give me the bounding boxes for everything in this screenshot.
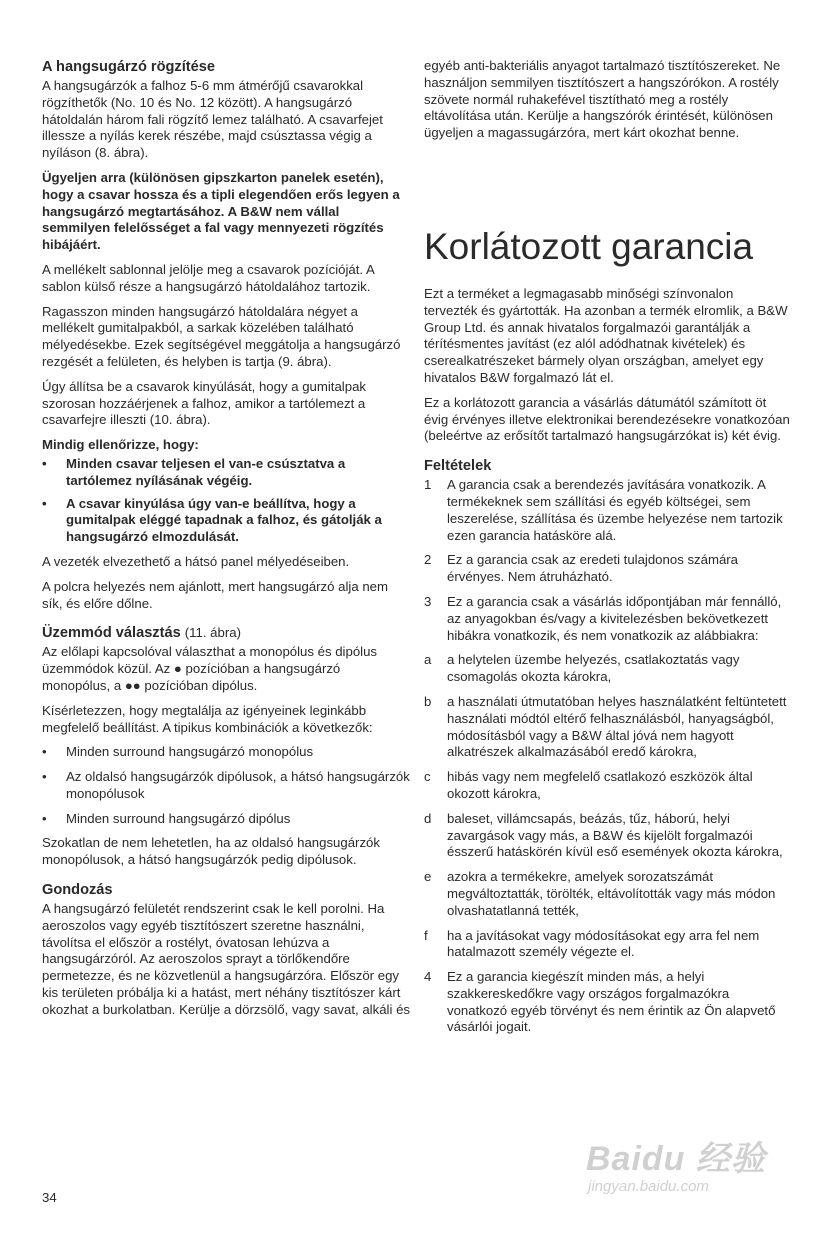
- list-item: [42, 496, 410, 546]
- terms-item: [424, 477, 790, 544]
- list-item: [42, 769, 410, 803]
- bullet-marker: •: [42, 810, 47, 826]
- terms-item-marker: e: [424, 869, 432, 885]
- check-list-title: Mindig ellenőrizze, hogy:: [42, 437, 199, 453]
- terms-item: [424, 652, 790, 686]
- mode-paragraph-3: Szokatlan de nem lehetetlen, ha az oldalsó hangsugárzók monopólusok, a hátsó hangsugárzók pedig dipólusok.: [42, 835, 380, 868]
- terms-item-text: Ez a garancia csak az eredeti tulajdonos számára érvényes. Nem átruházható.: [447, 552, 739, 585]
- page-number: 34: [42, 1190, 57, 1205]
- mode-title-ref: (11. ábra): [184, 625, 241, 641]
- mounting-warning: Ügyeljen arra (különösen gipszkarton panelek esetén), hogy a csavar hossza és a tipli elegendően erős legyen a hangsugárzó megtartásához. A B&W nem vállal semmilyen felelősséget a fal vagy mennyezeti rögzítés hibájáért.: [42, 169, 400, 253]
- terms-item-text: azokra a termékekre, amelyek sorozatszámát megváltoztatták, törölték, eltávolították vagy más módon olvashatatlanná tették,: [447, 869, 776, 918]
- mode-list: [42, 744, 410, 827]
- terms-list: [424, 477, 790, 1036]
- bullet-marker: •: [42, 744, 47, 760]
- terms-item-text: ha a javításokat vagy módosításokat egy arra fel nem hatalmazott személy végezte el.: [447, 927, 760, 960]
- mounting-paragraph-6: A vezeték elvezethető a hátsó panel mélyedéseiben.: [42, 553, 350, 569]
- terms-item-text: hibás vagy nem megfelelő csatlakozó eszközök által okozott károkra,: [447, 769, 753, 801]
- section-title-care: Gondozás: [42, 882, 113, 899]
- terms-item-marker: b: [424, 693, 432, 709]
- mode-paragraph-1: Az előlapi kapcsolóval választhat a monopólus és dipólus üzemmódok közül. Az ● pozícióban a hangsugárzó monopólus, a ●● pozícióban dipólus.: [42, 644, 378, 693]
- terms-item: [424, 969, 790, 1036]
- terms-item-marker: 4: [424, 969, 432, 985]
- list-item-text: A csavar kinyúlása úgy van-e beállítva, hogy a gumitalpak eléggé tapadnak a falhoz, és gátolják a hangsugárzó elmozdulását.: [66, 495, 382, 545]
- warranty-paragraph-2: Ez a korlátozott garancia a vásárlás dátumától számított öt évig érvényes illetve elektronikai berendezésekre vonatkozóan (beleértve az erősítőt tartalmazó hangsugárzókat is) két évig.: [424, 394, 790, 444]
- terms-item: [424, 869, 790, 919]
- terms-item: [424, 552, 790, 586]
- terms-item-text: a helytelen üzembe helyezés, csatlakoztatás vagy csomagolás okozta károkra,: [447, 652, 740, 685]
- list-item: [42, 456, 410, 490]
- terms-item-text: A garancia csak a berendezés javítására vonatkozik. A termékeknek sem szállítási és egyéb költségei, sem leszerelése, szállítása és üzembe helyezése nem tartozik ezen garancia hatásköre alá.: [447, 477, 783, 543]
- terms-item-marker: d: [424, 810, 432, 826]
- warranty-paragraph-1: Ezt a terméket a legmagasabb minőségi színvonalon tervezték és gyártották. Ha azonban a termék elromlik, a B&W Group Ltd. és annak hivatalos forgalmazói garantálják a térítésmentes javítást (ez alól adódhatnak kivételek) és cserealkatrészeket bármely olyan országban, amelyet egy hivatalos B&W forgalmazó lát el.: [424, 286, 788, 385]
- terms-item-marker: 2: [424, 552, 432, 568]
- watermark-logo: Baidu 经验: [586, 1140, 766, 1178]
- right-column-top: [424, 58, 790, 150]
- bullet-marker: •: [42, 769, 47, 785]
- mode-title-text: Üzemmód választás: [42, 625, 181, 642]
- mode-paragraph-2: Kísérletezzen, hogy megtalálja az igényeinek leginkább megfelelő beállítást. A tipikus kombinációk a következők:: [42, 702, 373, 735]
- terms-item-marker: c: [424, 769, 431, 785]
- mounting-paragraph-1: A hangsugárzók a falhoz 5-6 mm átmérőjű csavarokkal rögzíthetők (No. 10 és No. 12 között). A hangsugárzó hátoldalán három fali rögzítő lemez található. A csavarfejet illessze a nyílás kerek részébe, majd csúsztassa végig a nyíláson (8. ábra).: [42, 78, 383, 161]
- terms-item-text: Ez a garancia csak a vásárlás időpontjában már fennálló, az anyagokban és/vagy a kivitelezésben bekövetkezett hibákra vonatkozik, és nem vonatkozik az alábbiakra:: [447, 593, 782, 643]
- care-paragraph: A hangsugárzó felületét rendszerint csak le kell porolni. Ha aeroszolos vagy egyéb tisztítószert szeretne használni, távolítsa el először a rostélyt, óvatosan lehúzva a hangsugárzóról. Az aeroszolos sprayt a törlőkendőre permetezze, és ne közvetlenül a hangsugárzóra. Először egy kis területen próbálja ki a hatást, mert néhány tisztítószer kárt okozhat a burkolatban. Kerülje a dörzsölő, vagy savat, alkáli és: [42, 901, 410, 1017]
- section-title-mounting: A hangsugárzó rögzítése: [42, 59, 215, 75]
- terms-item: [424, 928, 790, 962]
- terms-item-marker: 1: [424, 477, 432, 493]
- list-item-text: Minden surround hangsugárzó dipólus: [66, 810, 291, 826]
- terms-item: [424, 694, 790, 761]
- terms-item: [424, 594, 790, 644]
- warranty-title: Korlátozott garancia: [424, 226, 754, 267]
- check-list: [42, 456, 410, 546]
- bullet-marker: •: [42, 455, 47, 471]
- list-item-text: Az oldalsó hangsugárzók dipólusok, a hátsó hangsugárzók monopólusok: [66, 769, 410, 801]
- terms-title: Feltételek: [424, 458, 492, 475]
- terms-item-text: a használati útmutatóban helyes használatként feltüntetett használati módtól eltérő felhasználásból, hanyagságból, módosításból vagy a B&W által jóvá nem hagyott alkatrészek alkalmazásából eredő károkra,: [447, 693, 787, 760]
- mounting-paragraph-7: A polcra helyezés nem ajánlott, mert hangsugárzó alja nem sík, és előre dőlne.: [42, 578, 388, 611]
- watermark-url: jingyan.baidu.com: [588, 1178, 709, 1195]
- terms-item-text: Ez a garancia kiegészít minden más, a helyi szakkereskedőkre vagy országos forgalmazókra vonatkozó egyéb törvényt és nem érintik az Ön alapvető vásárlói jogait.: [447, 969, 776, 1035]
- right-column-warranty: [424, 226, 790, 1044]
- terms-item-text: baleset, villámcsapás, beázás, tűz, háború, helyi zavargások vagy más, a B&W és kijelölt forgalmazói ésszerű hatáskörén kívül eső események okozta károkra,: [447, 810, 783, 860]
- mounting-paragraph-5: Úgy állítsa be a csavarok kinyúlását, hogy a gumitalpak szorosan hozzáérjenek a falhoz, amikor a tartólemezt a csavarfejre illeszti (10. ábra).: [42, 378, 366, 428]
- list-item: [42, 744, 410, 761]
- care-paragraph-continued: egyéb anti-bakteriális anyagot tartalmazó tisztítószereket. Ne használjon semmilyen tisztítószert a hangszórókon. A rostély szövete normál ruhakefével tisztítható meg a rostély eltávolítása után. Kerülje a hangszórók érintését, különösen ügyeljen a magassugárzóra, mert kárt okozhat benne.: [424, 58, 781, 141]
- mounting-paragraph-4: Ragasszon minden hangsugárzó hátoldalára négyet a mellékelt gumitalpakból, a sarkak közelében található mélyedésekbe. Ezek segítségével meggátolja a hangsugárzó rezgését a felületen, és helyben is tartja (9. ábra).: [42, 303, 401, 369]
- list-item: [42, 811, 410, 828]
- terms-item-marker: a: [424, 652, 432, 668]
- watermark: [586, 1140, 776, 1200]
- terms-item-marker: 3: [424, 593, 432, 609]
- mounting-paragraph-3: A mellékelt sablonnal jelölje meg a csavarok pozícióját. A sablon külső része a hangsugárzó hátoldalához tartozik.: [42, 261, 375, 294]
- section-title-mode: [42, 624, 410, 642]
- terms-item: [424, 811, 790, 861]
- terms-item: [424, 769, 790, 803]
- terms-item-marker: f: [424, 927, 428, 943]
- bullet-marker: •: [42, 495, 47, 511]
- list-item-text: Minden csavar teljesen el van-e csúsztatva a tartólemez nyílásának végéig.: [66, 455, 346, 488]
- left-column: [42, 58, 410, 1027]
- list-item-text: Minden surround hangsugárzó monopólus: [66, 744, 314, 760]
